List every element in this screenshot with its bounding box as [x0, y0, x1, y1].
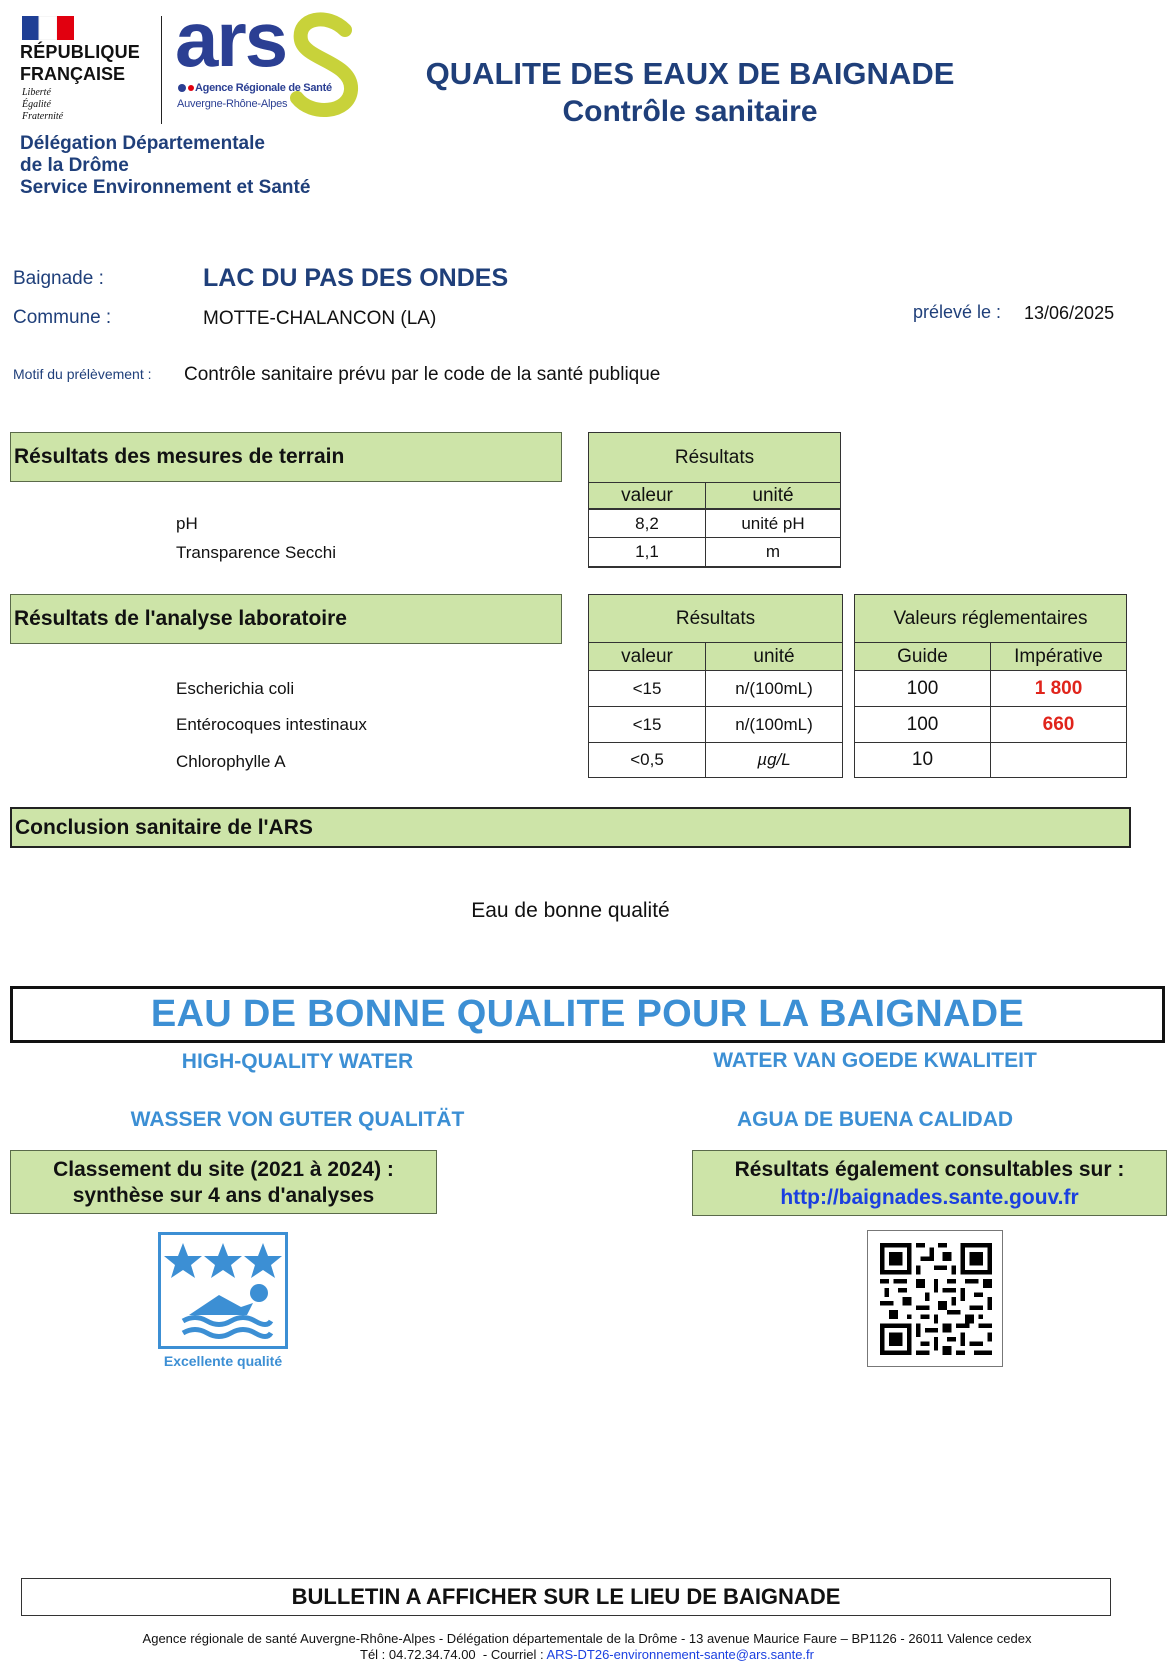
swimmer-icon: [161, 1281, 285, 1347]
preleve-label: prélevé le :: [913, 302, 1002, 322]
labo-col-imperative: Impérative: [991, 643, 1126, 670]
labo-row-label: Entérocoques intestinaux: [176, 715, 367, 734]
labo-row-unite: n/(100mL): [705, 706, 843, 743]
quality-badge-caption: Excellente qualité: [163, 1353, 283, 1369]
terrain-col-valeur: valeur: [589, 483, 706, 509]
labo-row-imperative: [990, 742, 1127, 778]
footer-address: Agence régionale de santé Auvergne-Rhône-Alpes - Délégation départementale de la Drôme - 13 avenue Maurice Faure – BP1126 - 26011 Valence cedex: [142, 1631, 1032, 1646]
labo-col-unite: unité: [706, 643, 842, 670]
qr-code-icon: [880, 1243, 992, 1355]
quality-banner-main: EAU DE BONNE QUALITE POUR LA BAIGNADE: [150, 993, 1025, 1035]
quality-nl: WATER VAN GOEDE KWALITEIT: [713, 1049, 1037, 1072]
delegation-line3: Service Environnement et Santé: [20, 177, 311, 198]
labo-reg-header: Valeurs réglementaires: [855, 595, 1126, 643]
conclusion-section-header: [10, 807, 1131, 848]
motif-label: Motif du prélèvement :: [13, 366, 152, 382]
labo-row-guide: 10: [854, 742, 991, 778]
terrain-results-header: Résultats: [589, 433, 840, 483]
labo-row-label: Escherichia coli: [176, 679, 295, 698]
labo-row-guide: 100: [854, 670, 991, 707]
labo-row-label: Chlorophylle A: [176, 752, 286, 771]
labo-results-header: Résultats: [589, 595, 842, 643]
labo-row-valeur: <15: [588, 670, 706, 707]
consult-line1: Résultats également consultables sur :: [734, 1158, 1125, 1181]
quality-banner: [10, 986, 1165, 1043]
terrain-row-label: Transparence Secchi: [176, 543, 337, 562]
republic-line1: RÉPUBLIQUE: [20, 42, 141, 62]
labo-row-unite: n/(100mL): [705, 670, 843, 707]
motif-value: Contrôle sanitaire prévu par le code de la santé publique: [184, 364, 661, 385]
classement-line2: synthèse sur 4 ans d'analyses: [72, 1184, 375, 1207]
bulletin-text: BULLETIN A AFFICHER SUR LE LIEU DE BAIGNADE: [291, 1584, 841, 1609]
ars-s-swoosh-icon: [287, 12, 367, 122]
conclusion-text: Eau de bonne qualité: [471, 899, 670, 922]
labo-col-valeur: valeur: [589, 643, 706, 670]
classement-box: [10, 1150, 437, 1214]
labo-section-header: [10, 594, 562, 644]
ars-logo: [175, 0, 375, 128]
logo-divider: [161, 16, 162, 124]
republic-line2: FRANÇAISE: [20, 64, 126, 84]
consult-box: [692, 1150, 1167, 1216]
motto-2: Égalité: [22, 99, 51, 110]
labo-row-valeur: <0,5: [588, 742, 706, 778]
footer-contact: [0, 1647, 1174, 1662]
delegation-block: [20, 133, 310, 199]
labo-col-guide: Guide: [855, 643, 991, 670]
conclusion-section-title: Conclusion sanitaire de l'ARS: [15, 815, 313, 839]
ars-name-line2: Auvergne-Rhône-Alpes: [177, 98, 288, 110]
footer-tel: Tél : 04.72.34.74.00 - Courriel :: [360, 1647, 547, 1662]
labo-section-title: Résultats de l'analyse laboratoire: [14, 607, 347, 630]
ars-name-line1: Agence Régionale de Santé: [195, 82, 332, 94]
page-subtitle: Contrôle sanitaire: [562, 95, 818, 128]
page-title: QUALITE DES EAUX DE BAIGNADE: [425, 56, 955, 91]
three-stars-icon: [161, 1239, 285, 1279]
labo-row-imperative: 1 800: [990, 670, 1127, 707]
qr-code[interactable]: [867, 1230, 1003, 1367]
terrain-row-unite: unité pH: [705, 509, 841, 538]
ars-dots-icon: [177, 82, 197, 94]
quality-en: HIGH-QUALITY WATER: [181, 1050, 414, 1073]
quality-de: WASSER VON GUTER QUALITÄT: [130, 1108, 465, 1131]
marianne-flag-icon: [22, 16, 74, 40]
classement-line1: Classement du site (2021 à 2024) :: [53, 1158, 394, 1181]
ars-logo-text: ars: [175, 0, 287, 83]
delegation-line1: Délégation Départementale: [20, 133, 265, 154]
labo-results-table-head: [588, 594, 843, 671]
terrain-row-valeur: 1,1: [588, 537, 706, 567]
motto-1: Liberté: [22, 87, 51, 98]
terrain-section-title: Résultats des mesures de terrain: [14, 445, 345, 468]
terrain-row-unite: m: [705, 537, 841, 567]
terrain-row-valeur: 8,2: [588, 509, 706, 538]
labo-row-guide: 100: [854, 706, 991, 743]
labo-row-unite: µg/L: [705, 742, 843, 778]
commune-label: Commune :: [13, 307, 112, 328]
republique-francaise-logo: [20, 16, 150, 126]
labo-row-imperative: 660: [990, 706, 1127, 743]
bulletin-box: [21, 1578, 1111, 1616]
motto-3: Fraternité: [22, 111, 64, 122]
quality-badge: [158, 1232, 288, 1380]
labo-reg-table-head: [854, 594, 1127, 671]
terrain-col-unite: unité: [706, 483, 840, 509]
terrain-row-label: pH: [176, 514, 198, 533]
footer-email-link[interactable]: ARS-DT26-environnement-sante@ars.sante.fr: [546, 1647, 814, 1662]
delegation-line2: de la Drôme: [20, 155, 129, 176]
baignade-label: Baignade :: [13, 268, 104, 289]
consult-url-link[interactable]: http://baignades.sante.gouv.fr: [780, 1186, 1079, 1209]
quality-es: AGUA DE BUENA CALIDAD: [736, 1108, 1014, 1131]
terrain-section-header: [10, 432, 562, 482]
baignade-value: LAC DU PAS DES ONDES: [203, 264, 509, 292]
preleve-value: 13/06/2025: [1024, 303, 1115, 323]
commune-value: MOTTE-CHALANCON (LA): [203, 308, 437, 329]
labo-row-valeur: <15: [588, 706, 706, 743]
